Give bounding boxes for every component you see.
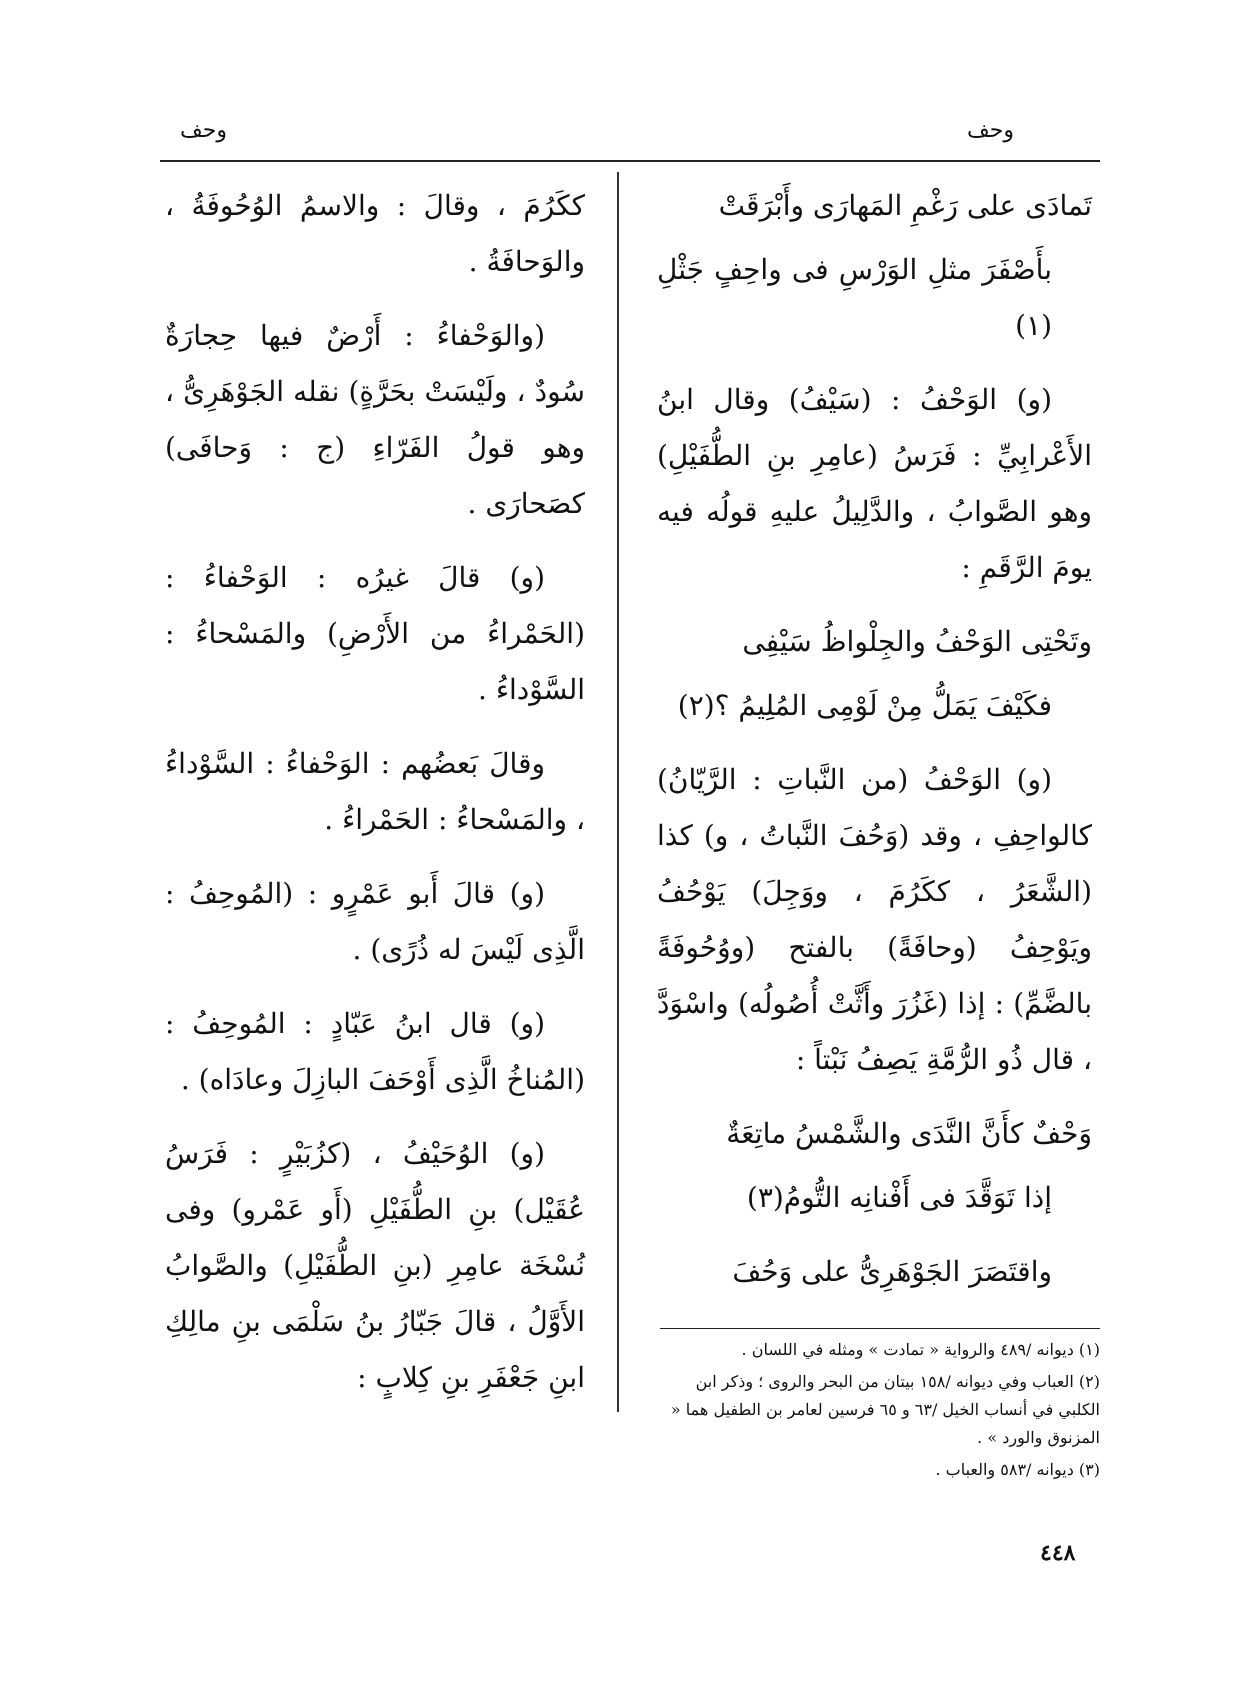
entry-paragraph: ككَرُمَ ، وقالَ : والاسمُ الوُحُوفَةُ ، والوَحافَةُ . [165,189,585,278]
verse-line: وَحْفٌ كأَنَّ النَّدَى والشَّمْسُ ماتِعَةٌ [726,1117,1092,1150]
entry-paragraph: (و) الوَحْفُ (من النَّباتِ : الرَّيّانُ) كالواحِفِ ، وقد (وَحُفَ النَّباتُ ، و) كذا (الشَّعَرُ ، ككَرُمَ ، ووَجِلَ) يَوْحُفُ ويَوْحِفُ (وحافَةً) بالفتح (ووُحُوفَةً بالضَّمِّ) : إذا (غَزُرَ وأَثَّتْ أُصُولُه) واسْوَدَّ ، قال ذُو الرُّمَّةِ يَصِفُ نَبْتاً : [657,763,1092,1076]
entry-paragraph: (والوَحْفاءُ : أَرْضٌ فيها حِجارَةٌ سُودٌ ، ولَيْسَتْ بحَرَّةٍ) نقله الجَوْهَرِىُّ ، وهو قولُ الفَرّاءِ (ج : وَحافَى) كصَحارَى . [165,319,585,520]
entry-paragraph: (و) الوَحْفُ : (سَيْفُ) وقال ابنُ الأَعْرابِيِّ : فَرَسُ (عامِرِ بنِ الطُّفَيْلِ) وهو الصَّوابُ ، والدَّلِيلُ عليهِ قولُه فيه يومَ الرَّقَمِ : [657,383,1092,584]
footnote: (٣) ديوانه /٥٨٣ والعباب . [935,1460,1100,1479]
footnote-rule [660,1328,1100,1329]
footnotes [660,1336,1100,1488]
verse-line: فكَيْفَ يَمَلُّ مِنْ لَوْمِى المُلِيمُ ؟(٢) [677,689,1052,722]
running-header-right: وحف [967,118,1014,143]
verse-line: وتَحْتِى الوَحْفُ والجِلْواظُ سَيْفِى [742,625,1092,658]
entry-paragraph: (و) الوُحَيْفُ ، (كزُبَيْرٍ : فَرَسُ عُقَيْل) بنِ الطُّفَيْلِ (أَو عَمْرو) وفى نُسْخَة عامِرِ (بنِ الطُّفَيْلِ) والصَّوابُ الأَوَّلُ ، قالَ جَبّارُ بنُ سَلْمَى بنِ مالِكِ ابنِ جَعْفَرِ بنِ كِلابٍ : [165,1137,585,1394]
column-divider [617,172,619,1412]
right-column [657,178,1092,1318]
entry-paragraph: (و) قال ابنُ عَبّادٍ : المُوحِفُ : (المُناخُ الَّذِى أَوْحَفَ البازِلَ وعادَاه) . [165,1007,585,1096]
footnote: (٢) العباب وفي ديوانه /١٥٨ بيتان من البحر والروى ؛ وذكر ابن الكلبي في أنساب الخيل /٦٣ و ٦٥ فرسين لعامر بن الطفيل هما « المزنوق والورد » . [670,1372,1100,1447]
entry-paragraph: واقتَصَرَ الجَوْهَرِىُّ على وَحُفَ [732,1255,1052,1288]
footnote: (١) ديوانه /٤٨٩ والرواية « تمادت » ومثله في اللسان . [741,1340,1100,1359]
header-rule [160,160,1100,162]
running-header-left: وحف [180,118,227,143]
entry-paragraph: وقالَ بَعضُهم : الوَحْفاءُ : السَّوْداءُ ، والمَسْحاءُ : الحَمْراءُ . [165,747,585,836]
verse-line: تَمادَى على رَغْمِ المَهارَى وأَبْرَقَتْ [718,189,1092,222]
verse-line: إذا تَوَقَّدَ فى أَفْنانِه التُّومُ(٣) [746,1181,1052,1214]
entry-paragraph: (و) قالَ أَبو عَمْرٍو : (المُوحِفُ : الَّذِى لَيْسَ له ذُرًى) . [165,877,585,966]
left-column [165,178,585,1424]
verse-line: بأَصْفَرَ مثلِ الوَرْسِ فى واحِفٍ جَثْلِ (١) [657,253,1052,342]
entry-paragraph: (و) قالَ غيرُه : الوَحْفاءُ : (الحَمْراءُ من الأَرْضِ) والمَسْحاءُ : السَّوْداءُ . [165,561,585,706]
page-number: ٤٤٨ [1040,1540,1076,1566]
